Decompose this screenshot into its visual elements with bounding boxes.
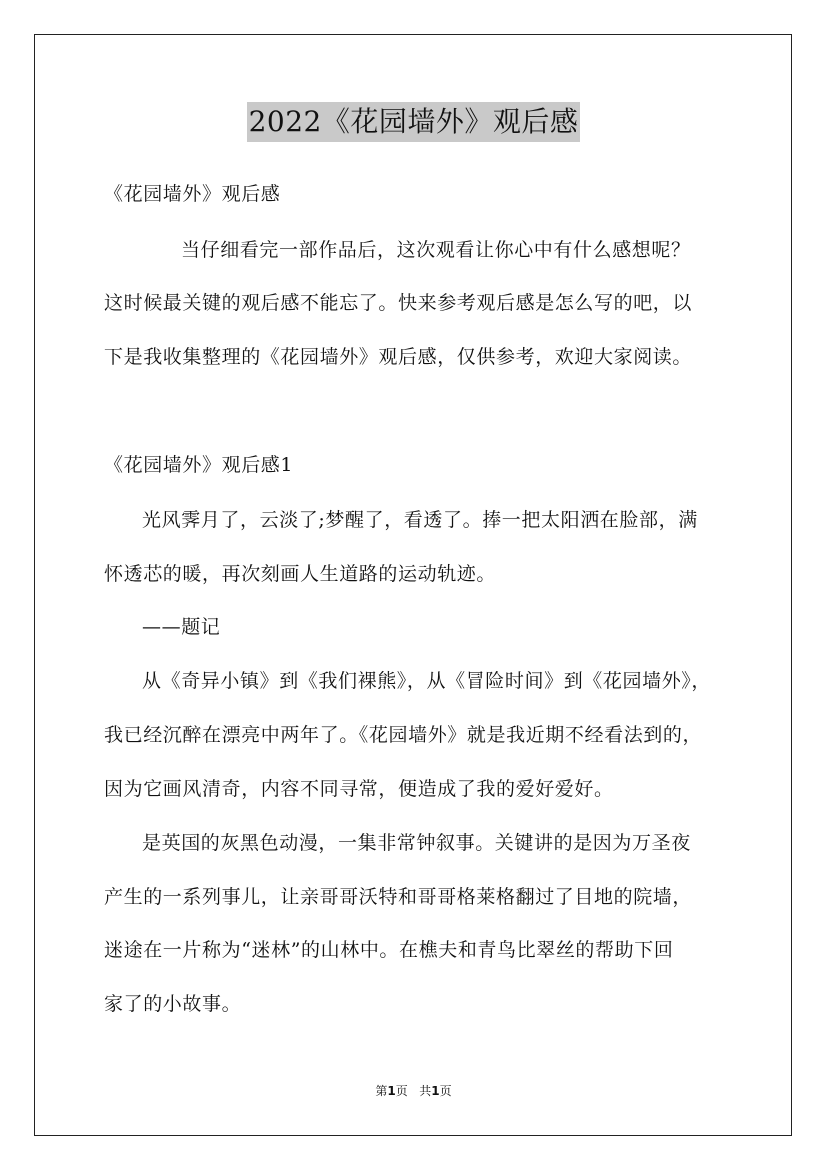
section-heading: 《花园墙外》观后感 (104, 183, 281, 205)
document-title: 2022《花园墙外》观后感 (247, 102, 581, 142)
epigraph-line: ——题记 (142, 616, 221, 638)
paragraph-line: 产生的一系列事儿，让亲哥哥沃特和哥哥格莱格翻过了目地的院墙， (104, 886, 693, 908)
section-heading: 《花园墙外》观后感1 (104, 454, 294, 476)
paragraph-line: 下是我收集整理的《花园墙外》观后感，仅供参考，欢迎大家阅读。 (104, 346, 693, 368)
paragraph-line: 当仔细看完一部作品后，这次观看让你心中有什么感想呢？ (181, 239, 691, 261)
total-suffix: 页 (439, 1084, 452, 1098)
title-container (0, 102, 827, 142)
paragraph-line: 怀透芯的暖，再次刻画人生道路的运动轨迹。 (104, 563, 497, 585)
paragraph-line: 是英国的灰黑色动漫，一集非常钟叙事。关键讲的是因为万圣夜 (142, 832, 691, 854)
total-pages: 1 (431, 1084, 440, 1098)
paragraph-line: 光风霁月了，云淡了;梦醒了，看透了。捧一把太阳洒在脸部，满 (142, 509, 698, 531)
page-suffix: 页 (395, 1084, 408, 1098)
paragraph-line: 从《奇异小镇》到《我们裸熊》，从《冒险时间》到《花园墙外》， (142, 670, 712, 692)
paragraph-line: 家了的小故事。 (104, 993, 242, 1015)
page-footer (0, 1083, 827, 1099)
paragraph-line: 因为它画风清奇，内容不同寻常，便造成了我的爱好爱好。 (104, 778, 614, 800)
paragraph-line: 我已经沉醉在漂亮中两年了。《花园墙外》就是我近期不经看法到的， (104, 724, 703, 746)
total-prefix: 共 (419, 1084, 432, 1098)
paragraph-line: 这时候最关键的观后感不能忘了。快来参考观后感是怎么写的吧，以 (104, 292, 693, 314)
page-current: 1 (387, 1084, 396, 1098)
paragraph-line: 迷途在一片称为“迷林”的山林中。在樵夫和青鸟比翠丝的帮助下回 (104, 939, 674, 961)
page-prefix: 第 (375, 1084, 388, 1098)
